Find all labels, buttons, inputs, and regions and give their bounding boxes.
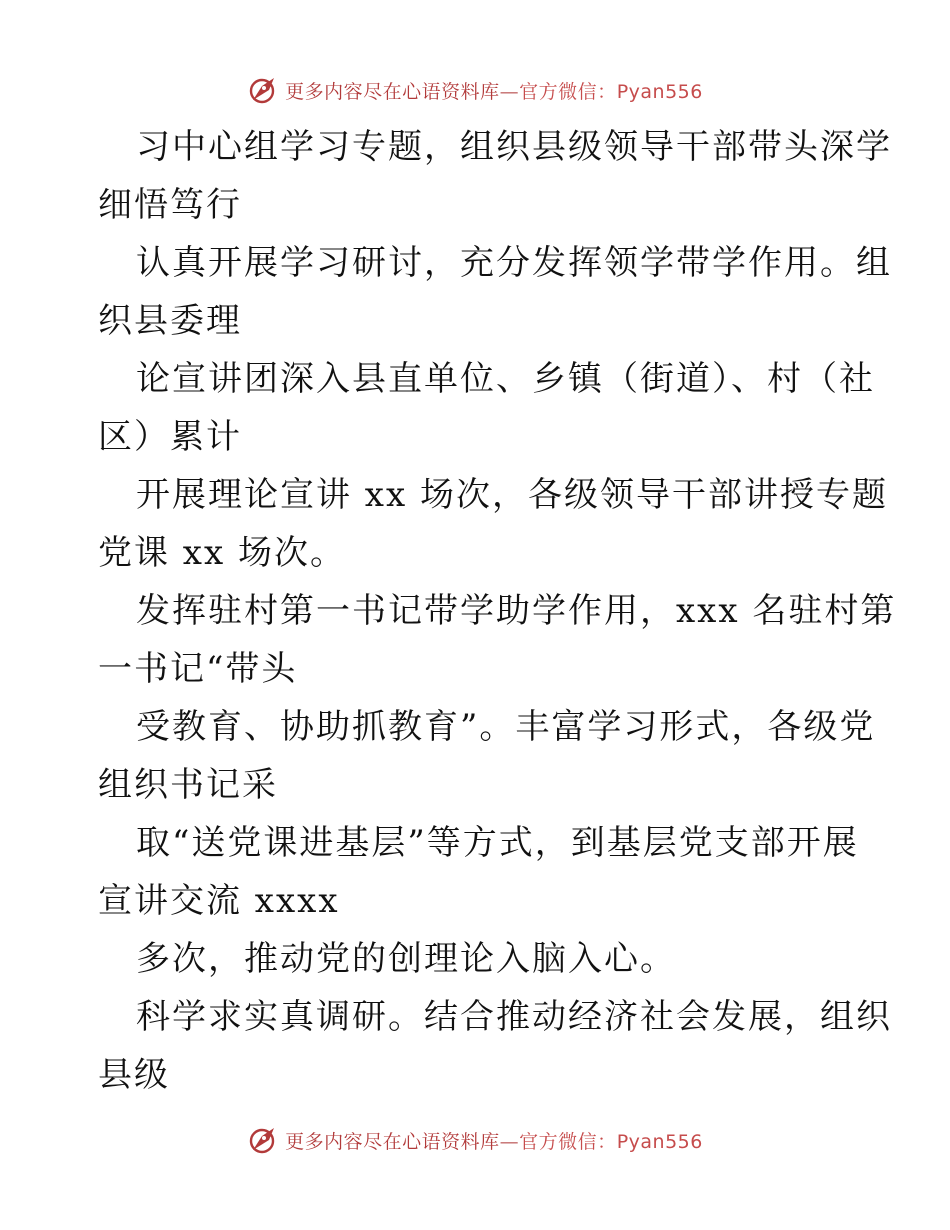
- document-body: [98, 118, 897, 1104]
- body-line: 宣讲交流 xxxx: [98, 881, 340, 921]
- footer-banner-text: [285, 1127, 703, 1154]
- body-line: 认真开展学习研讨，充分发挥领学带学作用。组: [136, 243, 892, 283]
- body-line: 开展理论宣讲 xx 场次，各级领导干部讲授专题: [136, 475, 888, 515]
- wechat-label: 官方微信：: [519, 1130, 617, 1153]
- body-line: 取“送党课进基层”等方式，到基层党支部开展: [136, 823, 859, 863]
- body-line: 党课 xx 场次。: [98, 533, 346, 573]
- header-banner-text: [285, 77, 703, 104]
- wechat-id: Pyan556: [616, 1130, 703, 1153]
- body-line: 一书记“带头: [98, 649, 298, 689]
- wechat-label: 官方微信：: [519, 80, 617, 103]
- body-line: 多次，推动党的创理论入脑入心。: [136, 939, 676, 979]
- wechat-id: Pyan556: [616, 80, 703, 103]
- body-line: 论宣讲团深入县直单位、乡镇（街道）、村（社: [136, 359, 875, 399]
- body-line: 科学求实真调研。结合推动经济社会发展，组织: [136, 997, 892, 1037]
- footer-banner: [0, 1120, 950, 1160]
- site-name: 更多内容尽在心语资料库: [285, 80, 500, 103]
- body-line: 细悟笃行: [98, 185, 242, 225]
- pen-nib-logo-icon: [247, 1124, 279, 1156]
- body-line: 织县委理: [98, 301, 242, 341]
- body-line: 区）累计: [98, 417, 242, 457]
- separator: —: [499, 1130, 520, 1153]
- body-line: 习中心组学习专题，组织县级领导干部带头深学: [136, 127, 892, 167]
- body-line: 县级: [98, 1055, 170, 1095]
- pen-nib-logo-icon: [247, 74, 279, 106]
- body-line: 发挥驻村第一书记带学助学作用，xxx 名驻村第: [136, 591, 897, 631]
- body-line: 组织书记采: [98, 765, 278, 805]
- site-name: 更多内容尽在心语资料库: [285, 1130, 500, 1153]
- header-banner: [0, 70, 950, 110]
- separator: —: [499, 80, 520, 103]
- body-line: 受教育、协助抓教育”。丰富学习形式，各级党: [136, 707, 876, 747]
